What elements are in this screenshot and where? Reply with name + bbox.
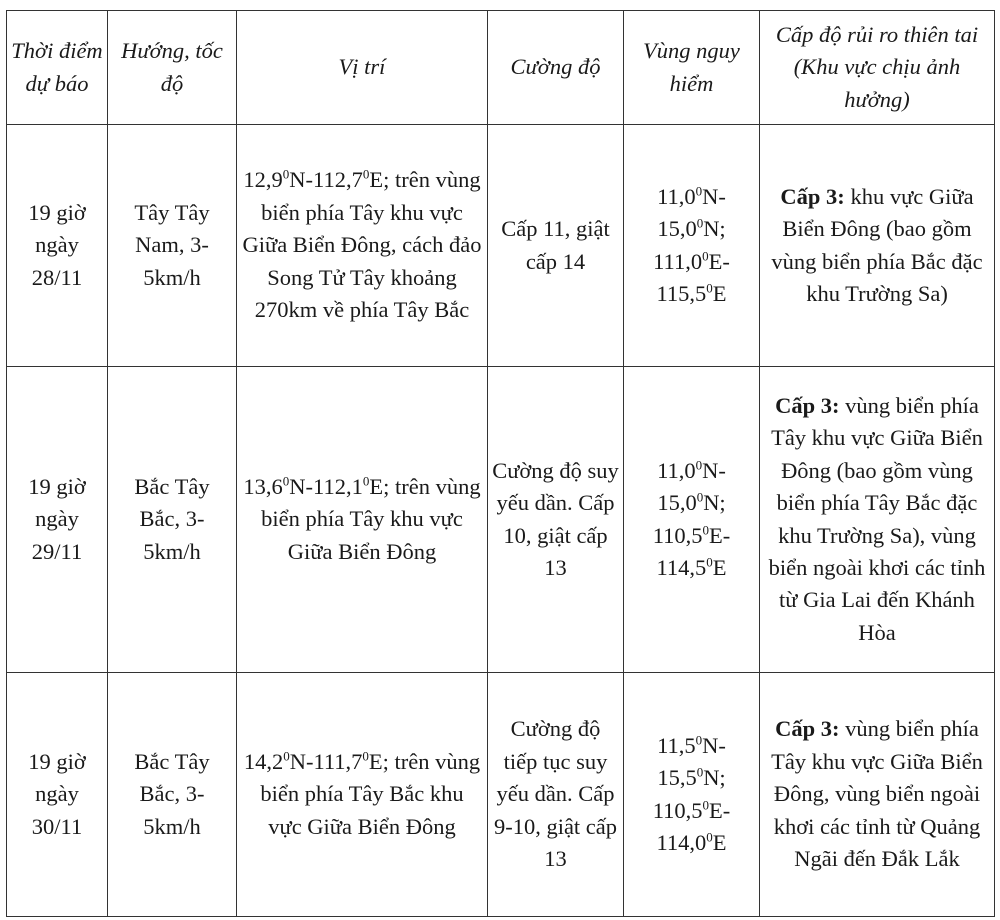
cell-danger-zone: 11,5$^0$N- 15,5$^0$N; 110,5$^0$E- 114,0$^0$E xyxy=(624,673,760,917)
position-lat: 14,2 xyxy=(243,748,284,774)
risk-area-text: vùng biển phía Tây khu vực Giữa Biển Đông (bao gồm vùng biển phía Tây Bắc đặc khu Trường Sa), vùng biển ngoài khơi các tỉnh từ Gia Lai đến Khánh Hòa xyxy=(768,392,986,645)
cell-position: 14,2$^0$N-111,7$^0$E; trên vùng biển phía Tây Bắc khu vực Giữa Biển Đông xyxy=(237,673,488,917)
position-lat: 12,9 xyxy=(243,167,283,193)
cell-position: 13,6$^0$N-112,1$^0$E; trên vùng biển phía Tây khu vực Giữa Biển Đông xyxy=(237,367,488,673)
cell-forecast-time: 19 giờ ngày 28/11 xyxy=(7,125,108,367)
degree-mark: 0 xyxy=(362,748,369,764)
degree-mark: 0 xyxy=(702,248,709,263)
cell-danger-zone: 11,0$^0$N- 15,0$^0$N; 110,5$^0$E- 114,5$^0$E xyxy=(624,367,760,673)
table-row xyxy=(7,125,995,367)
degree-mark: 0 xyxy=(706,554,713,570)
cell-intensity: Cường độ suy yếu dần. Cấp 10, giật cấp 13 xyxy=(488,367,624,673)
risk-area-text: vùng biển phía Tây khu vực Giữa Biển Đông, vùng biển ngoài khơi các tỉnh từ Quảng Ngãi đến Đắk Lắk xyxy=(771,716,983,872)
risk-level-label: Cấp 3: xyxy=(780,183,845,209)
table-row xyxy=(7,367,995,673)
position-description: trên vùng biển phía Tây Bắc khu vực Giữa Biển Đông xyxy=(260,748,481,839)
degree-mark: 0 xyxy=(696,764,704,780)
cell-position: 12,9$^0$N-112,7$^0$E; trên vùng biển phía Tây khu vực Giữa Biển Đông, cách đảo Song Tử Tây khoảng 270km về phía Tây Bắc xyxy=(237,125,488,367)
zone-lon1: 110,5 xyxy=(652,522,703,548)
degree-mark: 0 xyxy=(696,489,704,505)
table-row xyxy=(7,673,995,917)
cell-danger-zone: 11,0$^0$N- 15,0$^0$N; 111,0$^0$E- 115,5$^0$E xyxy=(624,125,760,367)
cell-forecast-time: 19 giờ ngày 30/11 xyxy=(7,673,108,917)
zone-lon2: 114,0 xyxy=(656,829,707,855)
zone-lon1: 111,0 xyxy=(653,248,703,274)
storm-forecast-table xyxy=(6,10,995,917)
degree-mark: 0 xyxy=(706,280,713,296)
header-direction-speed: Hướng, tốc độ xyxy=(108,11,237,125)
cell-risk-level xyxy=(760,367,995,673)
cell-direction-speed: Tây Tây Nam, 3-5km/h xyxy=(108,125,237,367)
degree-mark: 0 xyxy=(282,166,290,182)
zone-lat2: 15,0 xyxy=(657,216,697,242)
degree-mark: 0 xyxy=(362,166,370,182)
degree-mark: 0 xyxy=(695,732,703,748)
header-row xyxy=(7,11,995,125)
zone-lon2: 115,5 xyxy=(656,280,707,306)
degree-mark: 0 xyxy=(702,522,710,537)
position-lon: 111,7 xyxy=(313,748,363,774)
cell-direction-speed: Bắc Tây Bắc, 3-5km/h xyxy=(108,367,237,673)
cell-intensity: Cường độ tiếp tục suy yếu dần. Cấp 9-10, giật cấp 13 xyxy=(488,673,624,917)
zone-lat2: 15,5 xyxy=(657,765,697,791)
header-forecast-time: Thời điểm dự báo xyxy=(7,11,108,125)
zone-lat1: 11,5 xyxy=(657,732,696,758)
position-lon: 112,1 xyxy=(313,473,363,499)
degree-mark: 0 xyxy=(695,457,703,473)
header-risk-level: Cấp độ rủi ro thiên tai (Khu vực chịu ảnh hưởng) xyxy=(760,11,995,125)
risk-area-text: khu vực Giữa Biển Đông (bao gồm vùng biển phía Bắc đặc khu Trường Sa) xyxy=(771,183,983,306)
zone-lat2: 15,0 xyxy=(657,490,697,516)
position-lon: 112,7 xyxy=(313,167,363,193)
cell-risk-level xyxy=(760,673,995,917)
cell-forecast-time: 19 giờ ngày 29/11 xyxy=(7,367,108,673)
header-position: Vị trí xyxy=(237,11,488,125)
header-intensity: Cường độ xyxy=(488,11,624,125)
zone-lon1: 110,5 xyxy=(652,797,703,823)
cell-risk-level xyxy=(760,125,995,367)
position-lat: 13,6 xyxy=(243,473,283,499)
cell-intensity: Cấp 11, giật cấp 14 xyxy=(488,125,624,367)
degree-mark: 0 xyxy=(696,215,704,231)
degree-mark: 0 xyxy=(283,748,290,764)
degree-mark: 0 xyxy=(706,829,713,845)
cell-direction-speed: Bắc Tây Bắc, 3-5km/h xyxy=(108,673,237,917)
zone-lat1: 11,0 xyxy=(657,457,696,483)
degree-mark: 0 xyxy=(282,473,290,489)
degree-mark: 0 xyxy=(362,473,370,489)
degree-mark: 0 xyxy=(695,183,703,199)
position-description: trên vùng biển phía Tây khu vực Giữa Biển Đông, cách đảo Song Tử Tây khoảng 270km về phía Tây Bắc xyxy=(242,167,482,323)
risk-level-label: Cấp 3: xyxy=(775,716,840,742)
risk-level-label: Cấp 3: xyxy=(775,392,840,418)
position-description: trên vùng biển phía Tây khu vực Giữa Biển Đông xyxy=(261,473,481,564)
header-danger-zone: Vùng nguy hiểm xyxy=(624,11,760,125)
degree-mark: 0 xyxy=(702,797,710,812)
zone-lon2: 114,5 xyxy=(656,554,707,580)
zone-lat1: 11,0 xyxy=(657,183,696,209)
